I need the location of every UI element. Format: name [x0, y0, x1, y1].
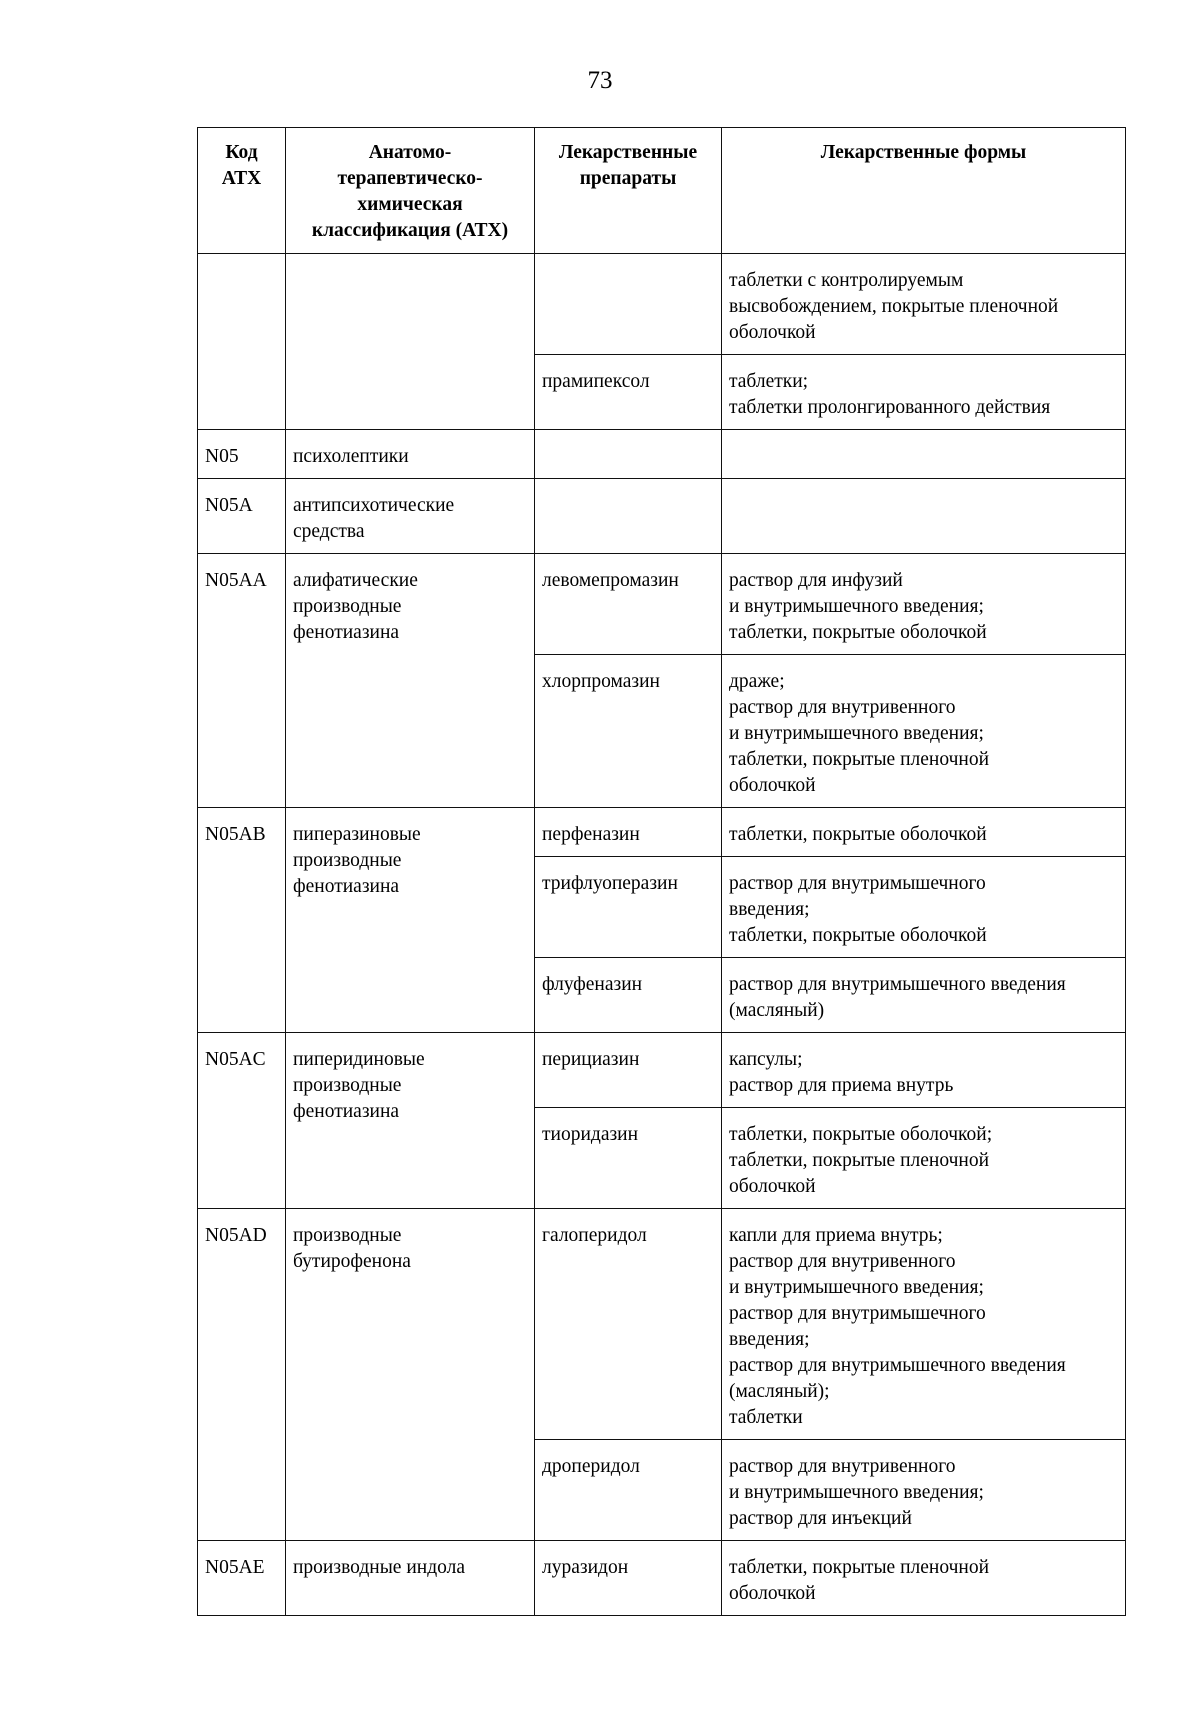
dosage-form-line: (масляный) — [729, 1000, 825, 1021]
classification-line: фенотиазина — [293, 622, 400, 643]
header-line: Лекарственные формы — [820, 142, 1027, 163]
dosage-forms-cell — [722, 554, 1126, 655]
dosage-forms-cell — [722, 808, 1126, 857]
dosage-form-line: (масляный); — [729, 1381, 830, 1402]
drug-cell: галоперидол — [535, 1209, 722, 1440]
table-row — [198, 430, 1126, 479]
table-row — [198, 554, 1126, 655]
classification-line: психолептики — [293, 446, 409, 467]
atc-code-cell: N05AB — [198, 808, 286, 1033]
classification-line: пиперазиновые — [293, 824, 421, 845]
header-forms — [722, 128, 1126, 254]
dosage-form-line: капли для приема внутрь; — [729, 1225, 943, 1246]
dosage-form-line: оболочкой — [729, 1176, 816, 1197]
atc-classification-cell — [286, 1033, 535, 1209]
dosage-form-line: таблетки, покрытые оболочкой — [729, 824, 987, 845]
dosage-form-line: раствор для внутривенного — [729, 1456, 956, 1477]
header-classification — [286, 128, 535, 254]
dosage-form-line: и внутримышечного введения; — [729, 596, 984, 617]
atc-code-cell: N05AE — [198, 1541, 286, 1616]
atc-classification-cell — [286, 1541, 535, 1616]
dosage-forms-cell — [722, 857, 1126, 958]
drug-cell: луразидон — [535, 1541, 722, 1616]
classification-line: производные — [293, 596, 402, 617]
drug-cell: тиоридазин — [535, 1108, 722, 1209]
atc-classification-cell — [286, 1209, 535, 1541]
dosage-form-line: драже; — [729, 671, 785, 692]
table-row — [198, 808, 1126, 857]
classification-line: фенотиазина — [293, 876, 400, 897]
dosage-form-line: таблетки, покрытые оболочкой — [729, 622, 987, 643]
header-line: терапевтическо- — [337, 168, 483, 189]
dosage-forms-cell — [722, 479, 1126, 554]
dosage-form-line: таблетки; — [729, 371, 809, 392]
dosage-forms-cell — [722, 958, 1126, 1033]
header-drugs — [535, 128, 722, 254]
classification-line: антипсихотические — [293, 495, 455, 516]
header-line: препараты — [579, 168, 677, 189]
drug-cell — [535, 479, 722, 554]
dosage-form-line: введения; — [729, 899, 810, 920]
atc-classification-cell — [286, 808, 535, 1033]
dosage-form-line: таблетки, покрытые пленочной — [729, 749, 990, 770]
drug-cell: перициазин — [535, 1033, 722, 1108]
dosage-form-line: раствор для внутримышечного — [729, 1303, 986, 1324]
drug-cell: перфеназин — [535, 808, 722, 857]
header-line: Анатомо- — [368, 142, 452, 163]
classification-line: средства — [293, 521, 365, 542]
atc-code-cell — [198, 254, 286, 430]
dosage-forms-cell — [722, 1440, 1126, 1541]
dosage-forms-cell — [722, 1209, 1126, 1440]
dosage-form-line: введения; — [729, 1329, 810, 1350]
dosage-form-line: раствор для внутримышечного введения — [729, 1355, 1066, 1376]
atc-classification-cell — [286, 254, 535, 430]
header-line: классификация (АТХ) — [311, 220, 509, 241]
header-line: Код — [225, 142, 258, 163]
drug-cell: левомепромазин — [535, 554, 722, 655]
dosage-form-line: капсулы; — [729, 1049, 803, 1070]
dosage-form-line: раствор для инфузий — [729, 570, 903, 591]
dosage-forms-cell — [722, 1108, 1126, 1209]
table-row — [198, 1033, 1126, 1108]
drug-cell: хлорпромазин — [535, 655, 722, 808]
dosage-form-line: таблетки, покрытые пленочной — [729, 1150, 990, 1171]
atc-code-cell: N05AC — [198, 1033, 286, 1209]
dosage-form-line: и внутримышечного введения; — [729, 723, 984, 744]
header-row — [198, 128, 1126, 254]
table-row — [198, 1209, 1126, 1440]
atc-classification-cell — [286, 479, 535, 554]
dosage-form-line: таблетки, покрытые оболочкой; — [729, 1124, 993, 1145]
drug-cell — [535, 430, 722, 479]
classification-line: производные — [293, 1225, 402, 1246]
atc-code-cell: N05AA — [198, 554, 286, 808]
classification-line: производные — [293, 850, 402, 871]
dosage-form-line: раствор для инъекций — [729, 1508, 912, 1529]
drug-cell: дроперидол — [535, 1440, 722, 1541]
dosage-form-line: таблетки, покрытые оболочкой — [729, 925, 987, 946]
dosage-form-line: таблетки, покрытые пленочной — [729, 1557, 990, 1578]
drug-cell: трифлуоперазин — [535, 857, 722, 958]
table-row — [198, 479, 1126, 554]
dosage-form-line: таблетки пролонгированного действия — [729, 397, 1051, 418]
dosage-forms-cell — [722, 1541, 1126, 1616]
atc-code-cell: N05A — [198, 479, 286, 554]
dosage-form-line: и внутримышечного введения; — [729, 1277, 984, 1298]
table-row — [198, 1541, 1126, 1616]
dosage-form-line: раствор для внутримышечного — [729, 873, 986, 894]
atc-code-cell: N05AD — [198, 1209, 286, 1541]
dosage-form-line: раствор для внутривенного — [729, 1251, 956, 1272]
table-body — [198, 254, 1126, 1616]
atc-classification-cell — [286, 554, 535, 808]
header-line: Лекарственные — [558, 142, 698, 163]
atc-code-cell: N05 — [198, 430, 286, 479]
classification-line: производные индола — [293, 1557, 465, 1578]
dosage-form-line: раствор для внутримышечного введения — [729, 974, 1066, 995]
dosage-forms-cell — [722, 254, 1126, 355]
dosage-form-line: таблетки — [729, 1407, 803, 1428]
atc-classification-cell — [286, 430, 535, 479]
classification-line: бутирофенона — [293, 1251, 411, 1272]
drug-cell: флуфеназин — [535, 958, 722, 1033]
dosage-forms-cell — [722, 430, 1126, 479]
header-line: АТХ — [221, 168, 262, 189]
dosage-form-line: оболочкой — [729, 775, 816, 796]
dosage-form-line: таблетки с контролируемым — [729, 270, 964, 291]
dosage-form-line: раствор для приема внутрь — [729, 1075, 954, 1096]
dosage-form-line: высвобождением, покрытые пленочной — [729, 296, 1059, 317]
classification-line: пиперидиновые — [293, 1049, 425, 1070]
dosage-form-line: раствор для внутривенного — [729, 697, 956, 718]
dosage-form-line: и внутримышечного введения; — [729, 1482, 984, 1503]
table-row — [198, 254, 1126, 355]
classification-line: алифатические — [293, 570, 418, 591]
header-line: химическая — [357, 194, 463, 215]
classification-line: производные — [293, 1075, 402, 1096]
header-code — [198, 128, 286, 254]
classification-line: фенотиазина — [293, 1101, 400, 1122]
dosage-form-line: оболочкой — [729, 1583, 816, 1604]
page-number: 73 — [587, 67, 613, 94]
drug-cell — [535, 254, 722, 355]
atc-table — [197, 127, 1126, 1616]
drug-cell: прамипексол — [535, 355, 722, 430]
dosage-forms-cell — [722, 1033, 1126, 1108]
dosage-forms-cell — [722, 655, 1126, 808]
dosage-form-line: оболочкой — [729, 322, 816, 343]
dosage-forms-cell — [722, 355, 1126, 430]
